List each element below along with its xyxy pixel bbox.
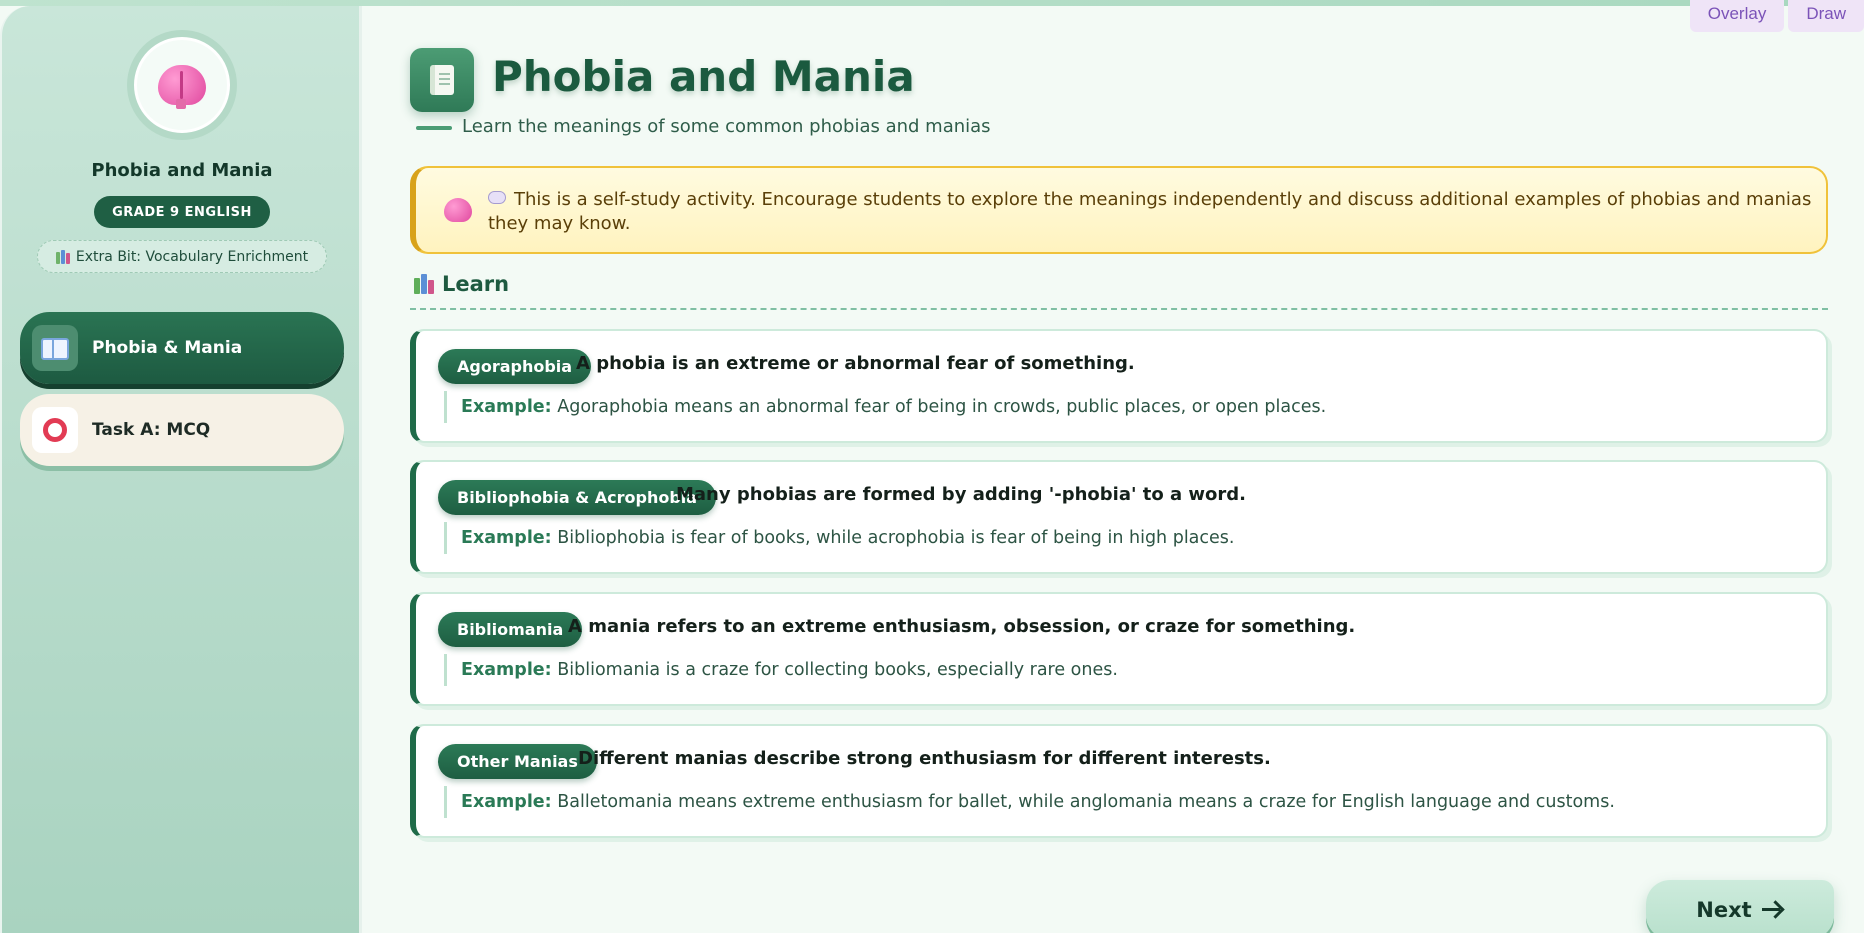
term-badge: Other Manias — [438, 744, 597, 779]
brain-icon — [158, 65, 206, 105]
example-text: Example: Agoraphobia means an abnormal fear of being in crowds, public places, or open places. — [444, 391, 1326, 423]
learn-heading-label: Learn — [442, 272, 510, 296]
books-icon — [56, 250, 70, 264]
term-badge: Agoraphobia — [438, 349, 591, 384]
arrow-right-icon — [1762, 902, 1784, 918]
learn-card-agoraphobia — [410, 329, 1828, 443]
learn-heading — [414, 272, 509, 296]
definition-text: A phobia is an extreme or abnormal fear of something. — [576, 353, 1135, 374]
grade-badge: GRADE 9 ENGLISH — [94, 196, 270, 228]
learn-card-other-manias — [410, 724, 1828, 838]
sidebar-item-phobia-mania[interactable] — [20, 312, 344, 384]
books-icon — [414, 274, 434, 294]
term-badge: Bibliomania — [438, 612, 582, 647]
learn-card-bibliophobia — [410, 460, 1828, 574]
example-text: Example: Balletomania means extreme enthusiasm for ballet, while anglomania means a craze for English language and customs. — [444, 786, 1615, 818]
brain-icon — [444, 198, 472, 222]
page-subtitle: Learn the meanings of some common phobias and manias — [462, 116, 991, 137]
definition-text: A mania refers to an extreme enthusiasm, obsession, or craze for something. — [568, 616, 1356, 637]
example-text: Example: Bibliophobia is fear of books, while acrophobia is fear of being in high places. — [444, 522, 1234, 554]
definition-text: Different manias describe strong enthusiasm for different interests. — [578, 748, 1271, 769]
term-badge: Bibliophobia & Acrophobia — [438, 480, 716, 515]
document-icon — [410, 48, 474, 112]
overlay-button[interactable]: Overlay — [1690, 0, 1785, 32]
example-label: Example: — [461, 792, 552, 812]
learn-card-bibliomania — [410, 592, 1828, 706]
subtitle-accent — [416, 126, 452, 130]
example-text: Example: Bibliomania is a craze for collecting books, especially rare ones. — [444, 654, 1118, 686]
avatar — [127, 30, 237, 140]
speech-bubble-icon — [488, 191, 506, 204]
next-button[interactable] — [1646, 880, 1834, 933]
extra-bit-badge — [37, 240, 327, 273]
divider — [410, 308, 1828, 310]
top-actions — [1686, 0, 1864, 32]
sidebar-title: Phobia and Mania — [91, 160, 273, 181]
note-text: This is a self-study activity. Encourage students to explore the meanings independently and discuss additional examples of phobias and manias they may know. — [488, 189, 1812, 234]
extra-bit-label: Extra Bit: Vocabulary Enrichment — [75, 248, 309, 265]
draw-button[interactable]: Draw — [1788, 0, 1864, 32]
example-label: Example: — [461, 528, 552, 548]
example-label: Example: — [461, 660, 552, 680]
main-content — [362, 6, 1864, 933]
ring-icon — [43, 418, 67, 442]
sidebar-item-label: Task A: MCQ — [92, 420, 211, 440]
sidebar-item-label: Phobia & Mania — [92, 338, 243, 358]
page-title: Phobia and Mania — [492, 52, 915, 101]
sidebar-item-task-a[interactable] — [20, 394, 344, 466]
definition-text: Many phobias are formed by adding '-phobia' to a word. — [676, 484, 1247, 505]
sidebar — [0, 6, 362, 933]
teacher-note — [410, 166, 1828, 254]
example-label: Example: — [461, 397, 552, 417]
open-book-icon — [41, 338, 69, 358]
next-button-label: Next — [1696, 897, 1752, 922]
